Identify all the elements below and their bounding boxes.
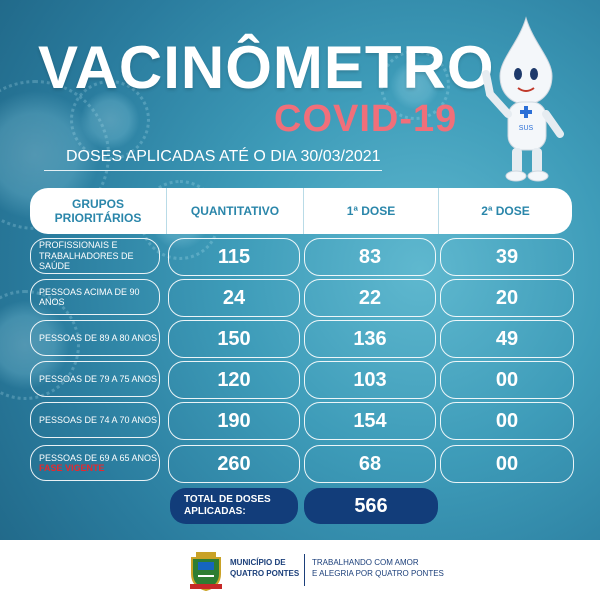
table-row (30, 238, 572, 276)
total-label-line: APLICADAS: (184, 506, 246, 517)
column-header-quantity: QUANTITATIVO (190, 204, 280, 218)
row-second-dose: 00 (440, 361, 574, 399)
total-doses-value: 566 (304, 488, 438, 524)
table-row (30, 361, 572, 399)
row-second-dose: 39 (440, 238, 574, 276)
row-group-label (30, 445, 160, 481)
row-group-line: PROFISSIONAIS E (39, 240, 118, 251)
municipal-crest-icon (188, 550, 224, 592)
row-group-label: PESSOAS DE 74 A 70 ANOS (30, 402, 160, 438)
total-label-line: TOTAL DE DOSES (184, 494, 271, 505)
table-row (30, 320, 572, 358)
page-title: VACINÔMETRO (38, 34, 495, 101)
row-second-dose: 00 (440, 402, 574, 440)
row-quantity: 260 (168, 445, 300, 483)
row-first-dose: 83 (304, 238, 436, 276)
column-header-groups: GRUPOS PRIORITÁRIOS (54, 197, 142, 225)
row-group-line: PESSOAS DE 69 A 65 ANOS (39, 452, 158, 463)
row-second-dose: 49 (440, 320, 574, 358)
title-divider (44, 170, 382, 171)
table-header (30, 188, 572, 234)
row-first-dose: 68 (304, 445, 436, 483)
row-first-dose: 103 (304, 361, 436, 399)
footer-slogan (312, 558, 444, 580)
total-doses-label (170, 488, 298, 524)
table-row (30, 279, 572, 317)
column-header-second-dose: 2ª DOSE (481, 204, 530, 218)
slogan-line: E ALEGRIA POR QUATRO PONTES (312, 568, 444, 578)
municipality-line: QUATRO PONTES (230, 568, 300, 578)
municipality-line: MUNICÍPIO DE (230, 558, 286, 567)
row-first-dose: 136 (304, 320, 436, 358)
municipality-name (230, 558, 299, 580)
row-quantity: 190 (168, 402, 300, 440)
row-quantity: 115 (168, 238, 300, 276)
row-group-label: PESSOAS DE 79 A 75 ANOS (30, 361, 160, 397)
footer (0, 540, 600, 600)
current-phase-badge: FASE VIGENTE (39, 463, 105, 473)
table-row (30, 445, 572, 483)
footer-divider (304, 554, 305, 586)
row-group-line: TRABALHADORES DE SAÚDE (39, 250, 134, 272)
row-group-label: PESSOAS ACIMA DE 90 ANOS (30, 279, 160, 315)
row-quantity: 150 (168, 320, 300, 358)
table-row (30, 402, 572, 440)
row-second-dose: 20 (440, 279, 574, 317)
date-line: DOSES APLICADAS ATÉ O DIA 30/03/2021 (66, 148, 381, 165)
row-second-dose: 00 (440, 445, 574, 483)
mascot-drop-icon (478, 14, 578, 184)
slogan-line: TRABALHANDO COM AMOR (312, 558, 419, 567)
page-subtitle: COVID-19 (274, 98, 458, 140)
row-first-dose: 22 (304, 279, 436, 317)
row-group-label: PESSOAS DE 89 A 80 ANOS (30, 320, 160, 356)
mascot-badge-text: SUS (518, 125, 534, 132)
row-quantity: 24 (168, 279, 300, 317)
row-first-dose: 154 (304, 402, 436, 440)
row-group-label (30, 238, 160, 274)
row-quantity: 120 (168, 361, 300, 399)
column-header-first-dose: 1ª DOSE (346, 204, 396, 218)
